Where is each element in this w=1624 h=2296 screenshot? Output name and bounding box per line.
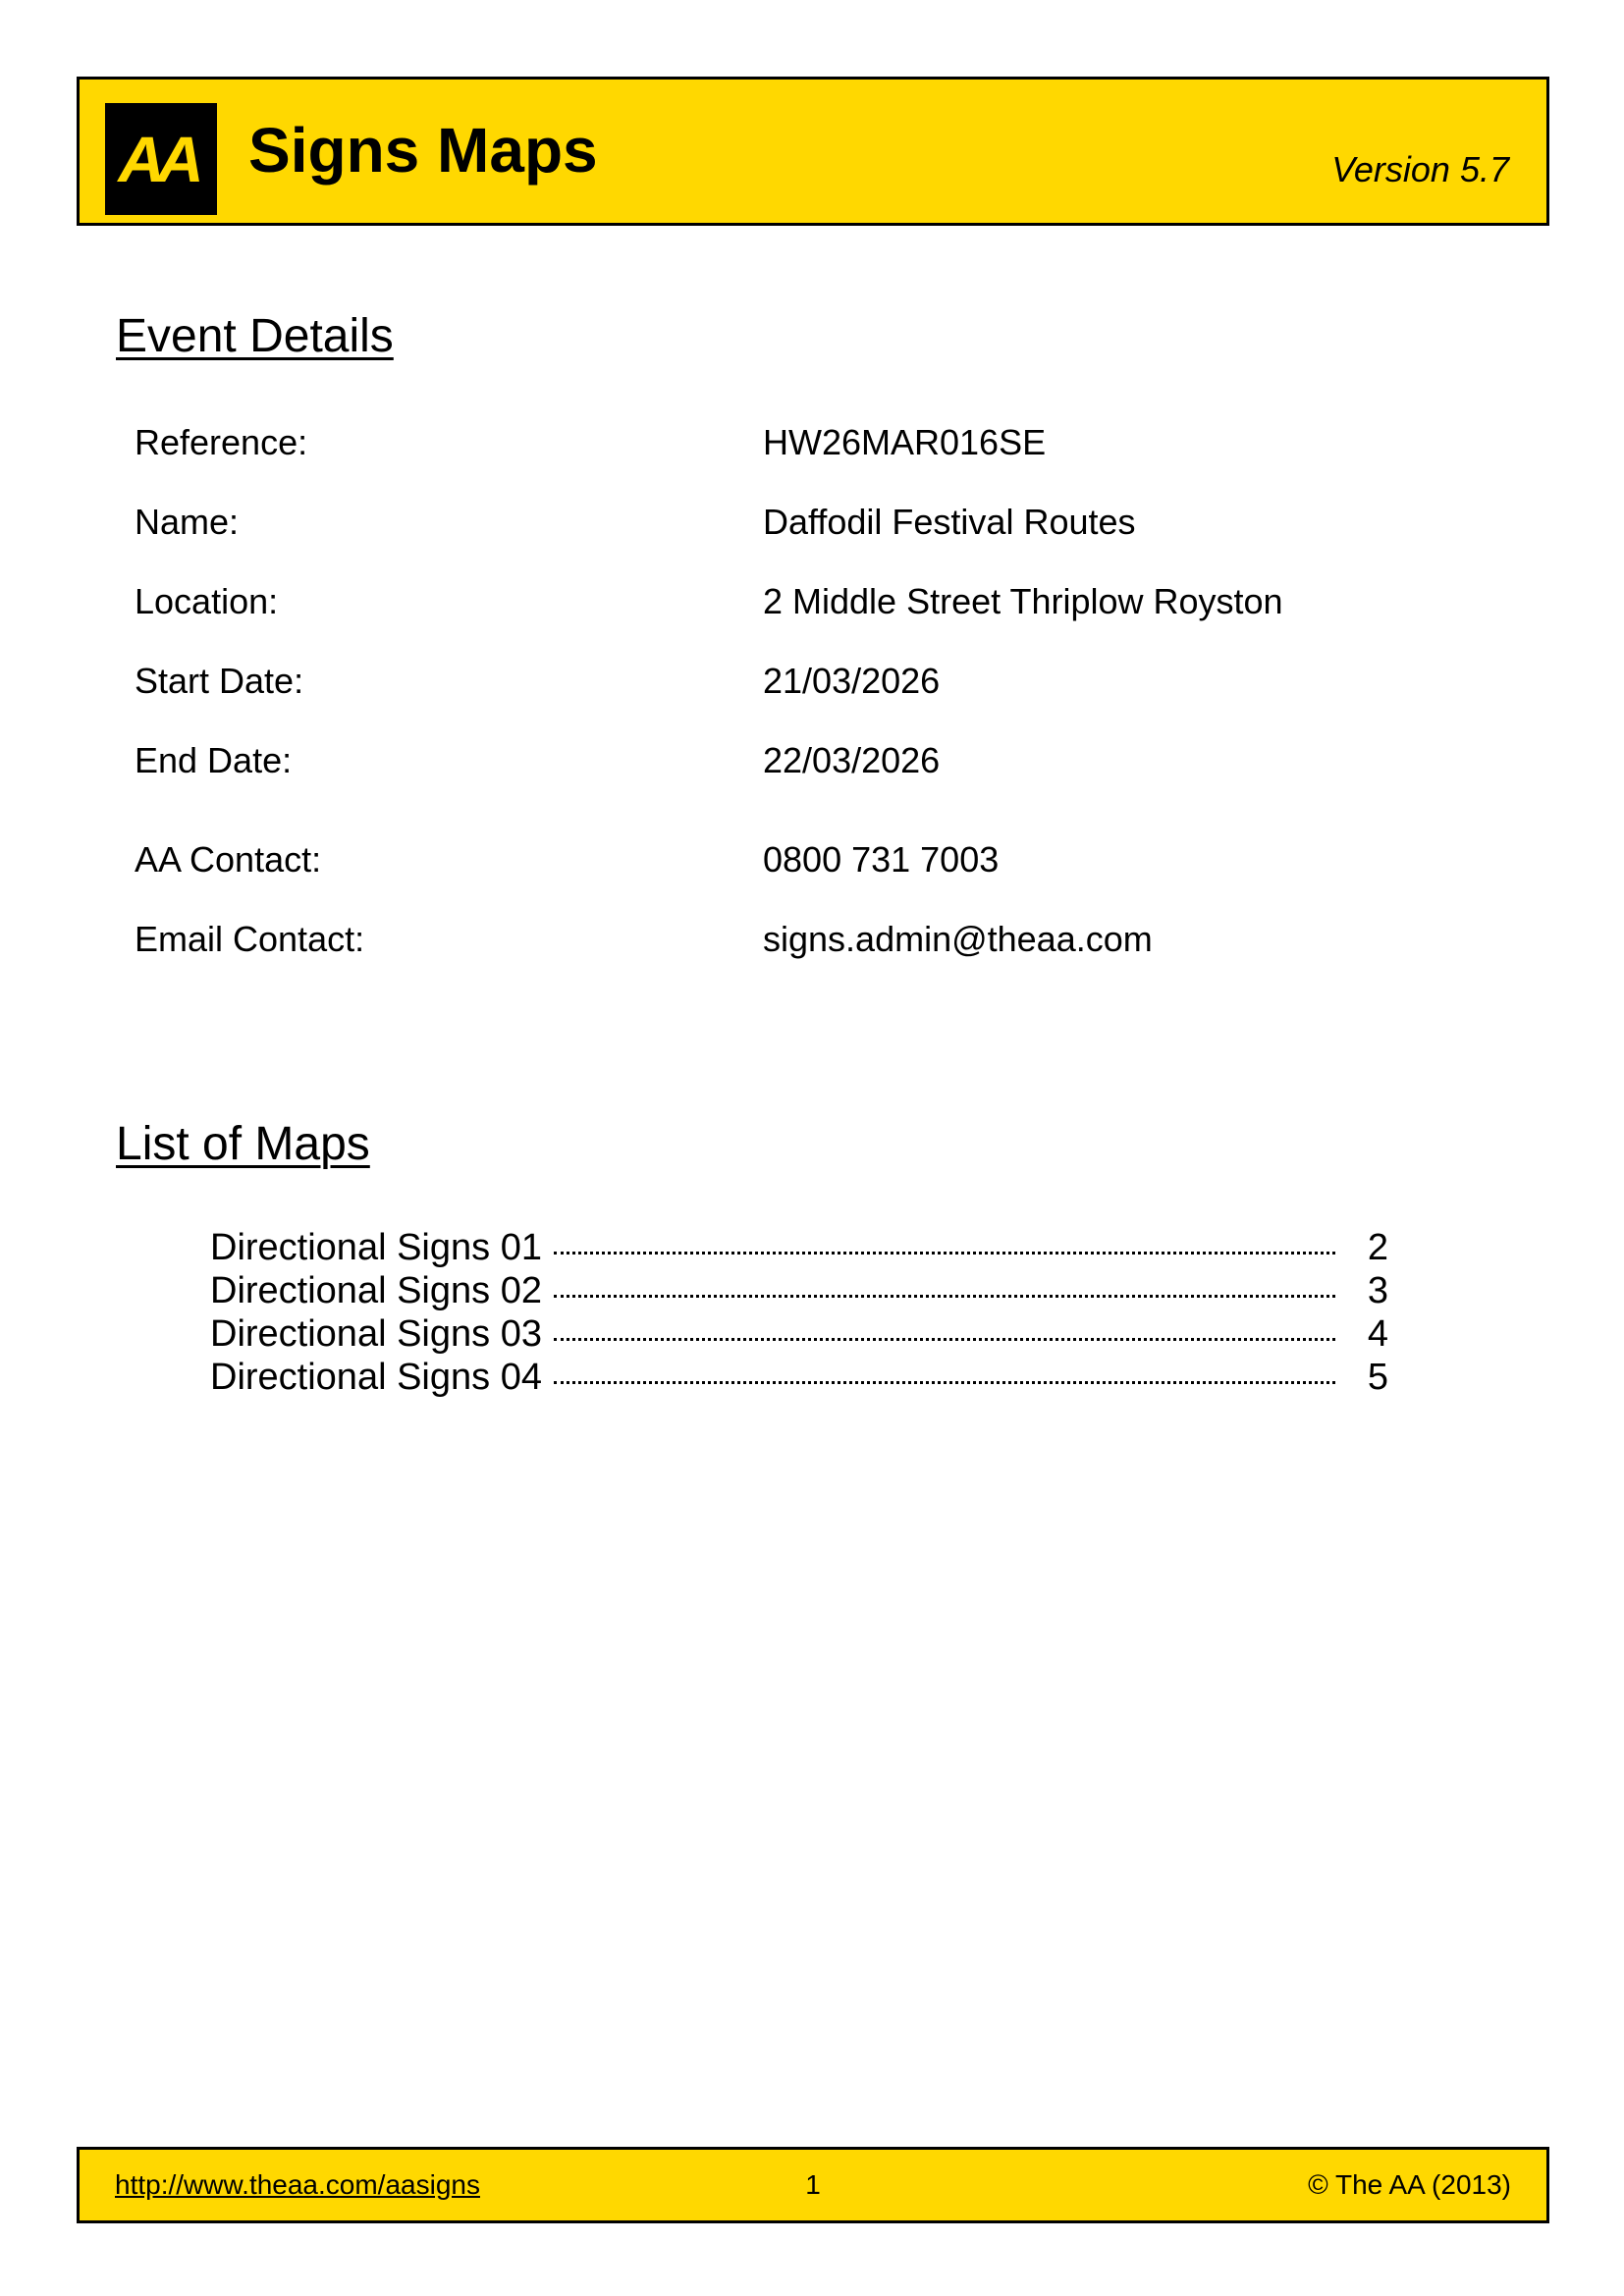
aa-logo-text: AA: [118, 123, 196, 195]
toc-item-page: 5: [1367, 1357, 1388, 1398]
footer-bar: [77, 2147, 1549, 2223]
detail-value: signs.admin@theaa.com: [763, 919, 1153, 959]
toc-item-page: 4: [1367, 1313, 1388, 1355]
detail-row-location: [135, 577, 1411, 626]
detail-label: Reference:: [135, 422, 308, 462]
detail-row-aa-contact: [135, 835, 1411, 884]
detail-row-start-date: [135, 657, 1411, 706]
aa-logo: [105, 103, 217, 215]
header-bar: [77, 77, 1549, 226]
detail-row-name: [135, 498, 1411, 547]
detail-row-email-contact: [135, 915, 1411, 964]
maps-toc: [210, 1226, 1388, 1399]
toc-item[interactable]: [210, 1269, 1388, 1312]
version-label: Version 5.7: [1331, 149, 1509, 189]
page-title: Signs Maps: [248, 115, 598, 186]
detail-value: Daffodil Festival Routes: [763, 502, 1136, 542]
event-details-heading: Event Details: [116, 310, 394, 362]
detail-value: 0800 731 7003: [763, 839, 1000, 880]
toc-item-page: 3: [1367, 1270, 1388, 1311]
detail-label: End Date:: [135, 740, 293, 780]
detail-label: Name:: [135, 502, 240, 542]
toc-item-page: 2: [1367, 1227, 1388, 1268]
footer-page-number: 1: [805, 2169, 821, 2200]
toc-item-label: Directional Signs 04: [210, 1357, 542, 1398]
detail-value: HW26MAR016SE: [763, 422, 1047, 462]
toc-item-label: Directional Signs 03: [210, 1313, 542, 1355]
detail-value: 2 Middle Street Thriplow Royston: [763, 581, 1283, 621]
toc-dot-leader: [554, 1338, 1335, 1341]
detail-value: 21/03/2026: [763, 661, 941, 701]
detail-value: 22/03/2026: [763, 740, 941, 780]
toc-item-label: Directional Signs 02: [210, 1270, 542, 1311]
toc-item-label: Directional Signs 01: [210, 1227, 542, 1268]
list-of-maps-heading: List of Maps: [116, 1118, 370, 1170]
detail-label: Start Date:: [135, 661, 304, 701]
toc-dot-leader: [554, 1252, 1335, 1255]
detail-row-reference: [135, 418, 1411, 467]
detail-label: Email Contact:: [135, 919, 365, 959]
detail-label: AA Contact:: [135, 839, 322, 880]
footer-copyright: © The AA (2013): [1308, 2169, 1511, 2200]
toc-item[interactable]: [210, 1356, 1388, 1399]
toc-dot-leader: [554, 1295, 1335, 1298]
footer-website-link[interactable]: http://www.theaa.com/aasigns: [115, 2169, 480, 2200]
toc-item[interactable]: [210, 1312, 1388, 1356]
detail-row-end-date: [135, 736, 1411, 785]
toc-dot-leader: [554, 1381, 1335, 1384]
toc-item[interactable]: [210, 1226, 1388, 1269]
detail-label: Location:: [135, 581, 279, 621]
